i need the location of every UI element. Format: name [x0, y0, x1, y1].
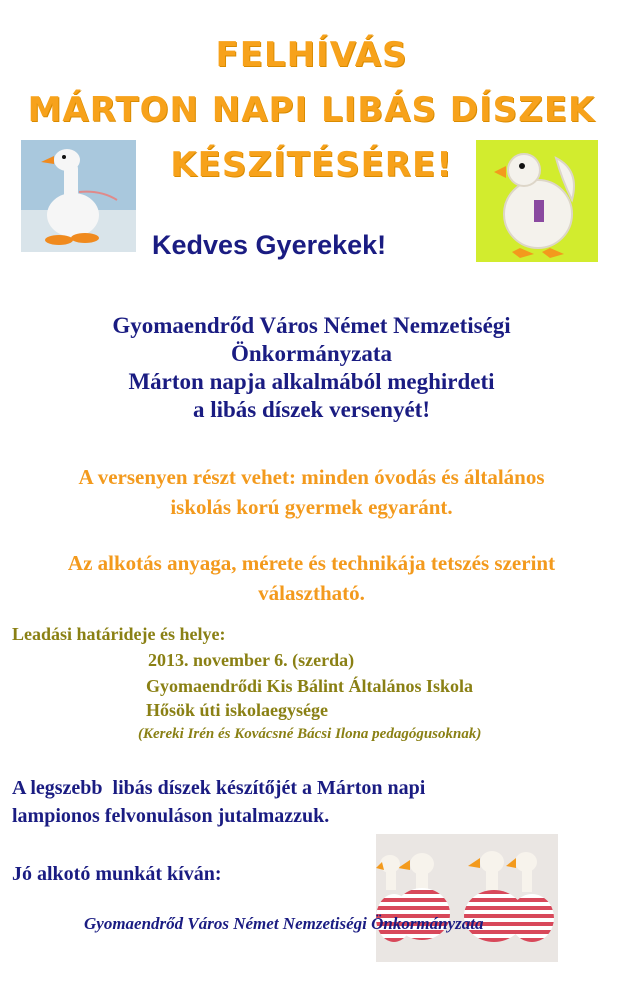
- announcement-text: [0, 312, 623, 424]
- participation-line: A versenyen részt vehet: minden óvodás és általános: [78, 465, 545, 489]
- wish-text: Jó alkotó munkát kíván:: [12, 863, 222, 885]
- greeting: Kedves Gyerekek!: [152, 230, 387, 260]
- deadline-school: Gyomaendrődi Kis Bálint Általános Iskola: [146, 676, 474, 696]
- deadline-label: Leadási határideje és helye:: [12, 624, 226, 644]
- deadline-unit: Hősök úti iskolaegysége: [146, 700, 329, 720]
- announcement-line: Márton napja alkalmából meghirdeti: [128, 369, 495, 394]
- paper-plate-goose-photo: [476, 140, 598, 262]
- material-line: Az alkotás anyaga, mérete és technikája tetszés szerint: [67, 551, 556, 575]
- crochet-goose-photo: [21, 140, 136, 252]
- fabric-geese-photo: [376, 834, 558, 962]
- material-line: választható.: [258, 581, 365, 605]
- participation-line: iskolás korú gyermek egyaránt.: [170, 495, 453, 519]
- deadline-date: 2013. november 6. (szerda): [148, 650, 355, 670]
- reward-line: A legszebb libás díszek készítőjét a Márton napi: [12, 777, 426, 799]
- title-line-2: MÁRTON NAPI LIBÁS DÍSZEK: [27, 90, 596, 130]
- announcement-line: a libás díszek versenyét!: [192, 397, 430, 422]
- participation-text: [0, 462, 623, 522]
- reward-line: lampionos felvonuláson jutalmazzuk.: [12, 805, 330, 827]
- signature: Gyomaendrőd Város Német Nemzetiségi Önkormányzata: [84, 914, 484, 933]
- reward-text: [12, 774, 425, 830]
- announcement-line: Gyomaendrőd Város Német Nemzetiségi: [112, 313, 511, 338]
- deadline-teachers: (Kereki Irén és Kovácsné Bácsi Ilona pedagógusoknak): [138, 726, 482, 742]
- title-line-1: FELHÍVÁS: [215, 35, 408, 75]
- material-text: [0, 548, 623, 608]
- title-line-3: KÉSZÍTÉSÉRE!: [170, 145, 453, 185]
- announcement-line: Önkormányzata: [231, 341, 392, 366]
